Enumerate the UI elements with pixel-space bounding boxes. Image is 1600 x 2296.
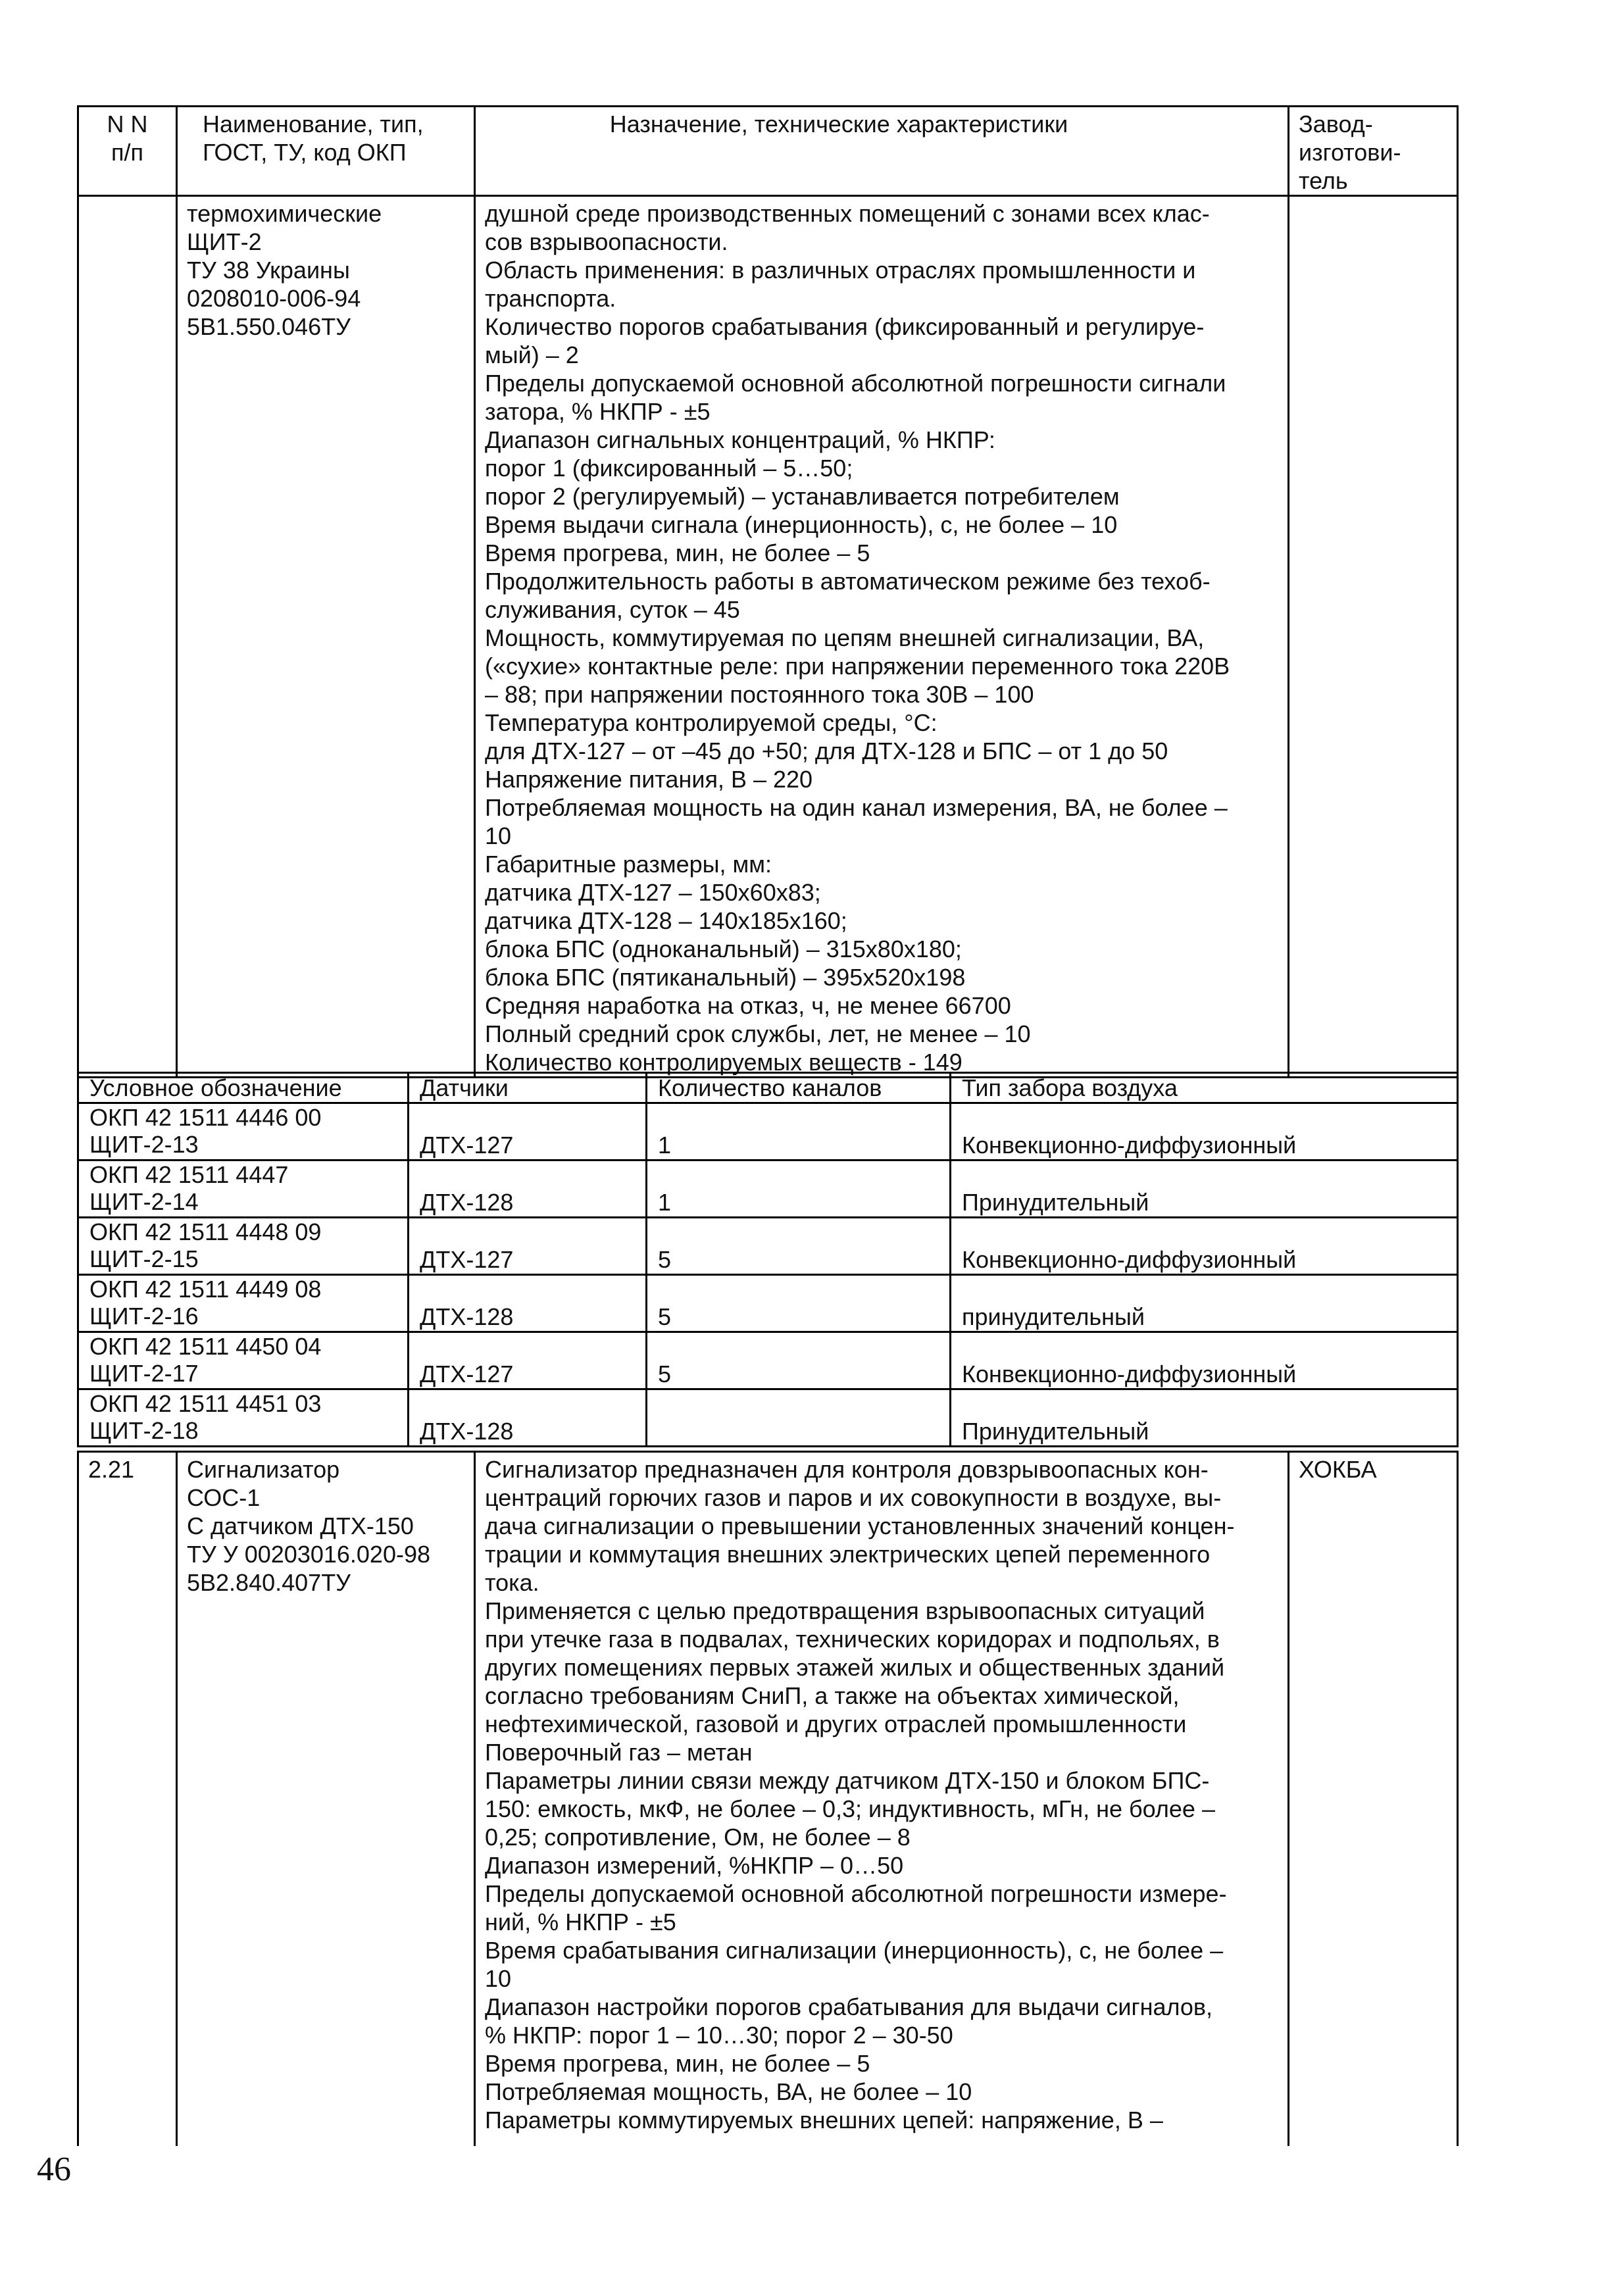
description-line: Потребляемая мощность на один канал измерения, ВА, не более – xyxy=(485,794,1228,821)
description-line: Продолжительность работы в автоматическом режиме без техоб- xyxy=(485,568,1211,595)
description-line: 10 xyxy=(485,822,512,849)
variant-sensor: ДТХ-127 xyxy=(409,1218,647,1275)
variant-model: ЩИТ-2-17 xyxy=(89,1360,199,1387)
table-header-row xyxy=(78,107,1458,196)
variant-model: ЩИТ-2-14 xyxy=(89,1188,199,1215)
description-line: Мощность, коммутируемая по цепям внешней сигнализации, ВА, xyxy=(485,624,1205,651)
description-line: Время выдачи сигнала (инерционность), с, не более – 10 xyxy=(485,511,1118,538)
description-line: блока БПС (одноканальный) – 315х80х180; xyxy=(485,936,962,962)
variant-designation xyxy=(78,1275,409,1332)
description-line: нефтехимической, газовой и других отраслей промышленности xyxy=(485,1710,1187,1737)
description-line: Параметры линии связи между датчиком ДТХ-150 и блоком БПС- xyxy=(485,1767,1210,1794)
variant-designation xyxy=(78,1160,409,1218)
name-line: ЩИТ-2 xyxy=(187,228,262,255)
description-line: Сигнализатор предназначен для контроля довзрывоопасных кон- xyxy=(485,1456,1209,1483)
description-line: Диапазон сигнальных концентраций, % НКПР: xyxy=(485,426,995,453)
variant-channels: 1 xyxy=(647,1160,951,1218)
variant-intake: Конвекционно-диффузионный xyxy=(951,1218,1458,1275)
description-line: – 88; при напряжении постоянного тока 30В – 100 xyxy=(485,681,1034,708)
description-line: Напряжение питания, В – 220 xyxy=(485,766,813,793)
description-line: центраций горючих газов и паров и их совокупности в воздухе, вы- xyxy=(485,1484,1222,1511)
variant-designation xyxy=(78,1389,409,1447)
entry-221-row xyxy=(78,1452,1458,2147)
variant-okp: ОКП 42 1511 4451 03 xyxy=(89,1390,322,1417)
description-line: других помещениях первых этажей жилых и общественных зданий xyxy=(485,1654,1225,1681)
variant-row xyxy=(78,1160,1458,1218)
variant-model: ЩИТ-2-13 xyxy=(89,1131,199,1158)
variant-channels: 5 xyxy=(647,1332,951,1389)
variant-sensor: ДТХ-127 xyxy=(409,1332,647,1389)
description-line: датчика ДТХ-127 – 150х60х83; xyxy=(485,879,821,906)
description-line: затора, % НКПР - ±5 xyxy=(485,398,711,425)
name-line: 5В2.840.407ТУ xyxy=(187,1569,351,1596)
entry-221-description xyxy=(475,1452,1289,2147)
description-line: Диапазон настройки порогов срабатывания для выдачи сигналов, xyxy=(485,1993,1213,2020)
header-number: N N п/п xyxy=(78,107,177,196)
description-line: сов взрывоопасности. xyxy=(485,228,728,255)
description-line: ний, % НКПР - ±5 xyxy=(485,1909,676,1935)
description-line: 150: емкость, мкФ, не более – 0,3; индуктивность, мГн, не более – xyxy=(485,1795,1215,1822)
variant-row xyxy=(78,1332,1458,1389)
page-number: 46 xyxy=(37,2151,71,2188)
spec-table-top xyxy=(77,105,1459,1078)
name-line: С датчиком ДТХ-150 xyxy=(187,1512,414,1539)
variants-header-intake: Тип забора воздуха xyxy=(951,1073,1458,1103)
description-line: при утечке газа в подвалах, технических коридорах и подпольях, в xyxy=(485,1626,1220,1653)
variant-sensor: ДТХ-128 xyxy=(409,1160,647,1218)
variant-channels: 5 xyxy=(647,1275,951,1332)
variant-model: ЩИТ-2-16 xyxy=(89,1303,199,1330)
variant-okp: ОКП 42 1511 4450 04 xyxy=(89,1333,322,1360)
description-line: Поверочный газ – метан xyxy=(485,1739,753,1766)
variant-row xyxy=(78,1275,1458,1332)
header-manufacturer: Завод- изготови- тель xyxy=(1289,107,1458,196)
variant-designation xyxy=(78,1332,409,1389)
name-line: 0208010-006-94 xyxy=(187,285,361,312)
description-line: трации и коммутация внешних электрических цепей переменного xyxy=(485,1541,1211,1568)
description-line: («сухие» контактные реле: при напряжении переменного тока 220В xyxy=(485,653,1230,680)
variant-okp: ОКП 42 1511 4448 09 xyxy=(89,1218,322,1245)
description-line: Диапазон измерений, %НКПР – 0…50 xyxy=(485,1852,904,1879)
spec-table-bottom xyxy=(77,1451,1459,2146)
variant-channels: 5 xyxy=(647,1218,951,1275)
entry-221-name xyxy=(177,1452,475,2147)
description-line: Количество контролируемых веществ - 149 xyxy=(485,1049,963,1076)
description-line: Количество порогов срабатывания (фиксированный и регулируе- xyxy=(485,313,1205,340)
description-line: % НКПР: порог 1 – 10…30; порог 2 – 30-50 xyxy=(485,2022,953,2049)
description-line: Потребляемая мощность, ВА, не более – 10 xyxy=(485,2078,972,2105)
variant-okp: ОКП 42 1511 4446 00 xyxy=(89,1104,322,1131)
description-line: Средняя наработка на отказ, ч, не менее 66700 xyxy=(485,992,1011,1019)
description-line: транспорта. xyxy=(485,285,616,312)
variant-intake: Конвекционно-диффузионный xyxy=(951,1332,1458,1389)
variant-row xyxy=(78,1103,1458,1160)
variant-designation xyxy=(78,1218,409,1275)
description-line: согласно требованиям СниП, а также на объектах химической, xyxy=(485,1682,1180,1709)
description-line: 10 xyxy=(485,1965,512,1992)
variants-header-row xyxy=(78,1073,1458,1103)
description-line: датчика ДТХ-128 – 140х185х160; xyxy=(485,907,847,934)
variant-sensor: ДТХ-128 xyxy=(409,1389,647,1447)
description-line: Полный средний срок службы, лет, не менее – 10 xyxy=(485,1020,1031,1047)
variant-model: ЩИТ-2-18 xyxy=(89,1417,199,1444)
description-line: Пределы допускаемой основной абсолютной погрешности сигнали xyxy=(485,370,1226,397)
name-line: термохимические xyxy=(187,200,382,227)
name-line: Сигнализатор xyxy=(187,1456,340,1483)
variant-intake: Принудительный xyxy=(951,1389,1458,1447)
entry-221-manufacturer: ХОКБА xyxy=(1289,1452,1458,2147)
variant-intake: Принудительный xyxy=(951,1160,1458,1218)
description-line: Время прогрева, мин, не более – 5 xyxy=(485,539,870,566)
variant-intake: принудительный xyxy=(951,1275,1458,1332)
description-line: Параметры коммутируемых внешних цепей: напряжение, В – xyxy=(485,2107,1163,2134)
description-line: порог 1 (фиксированный – 5…50; xyxy=(485,455,853,482)
variant-intake: Конвекционно-диффузионный xyxy=(951,1103,1458,1160)
name-line: 5В1.550.046ТУ xyxy=(187,313,351,340)
variants-header-sensors: Датчики xyxy=(409,1073,647,1103)
description-line: Время срабатывания сигнализации (инерционность), с, не более – xyxy=(485,1937,1224,1964)
description-line: 0,25; сопротивление, Ом, не более – 8 xyxy=(485,1824,911,1851)
description-line: блока БПС (пятиканальный) – 395х520х198 xyxy=(485,964,966,991)
variant-model: ЩИТ-2-15 xyxy=(89,1245,199,1272)
variant-designation xyxy=(78,1103,409,1160)
variant-okp: ОКП 42 1511 4449 08 xyxy=(89,1276,322,1303)
variant-row xyxy=(78,1389,1458,1447)
variants-table xyxy=(77,1072,1459,1447)
variant-sensor: ДТХ-127 xyxy=(409,1103,647,1160)
description-line: душной среде производственных помещений с зонами всех клас- xyxy=(485,200,1210,227)
variant-row xyxy=(78,1218,1458,1275)
description-line: Габаритные размеры, мм: xyxy=(485,851,772,878)
variant-channels: 1 xyxy=(647,1103,951,1160)
description-line: тока. xyxy=(485,1569,539,1596)
description-line: для ДТХ-127 – от –45 до +50; для ДТХ-128 и БПС – от 1 до 50 xyxy=(485,737,1168,764)
entry-shit2-row xyxy=(78,196,1458,1078)
description-line: Применяется с целью предотвращения взрывоопасных ситуаций xyxy=(485,1597,1205,1624)
description-line: Область применения: в различных отраслях промышленности и xyxy=(485,257,1196,284)
entry-shit2-number xyxy=(78,196,177,1078)
header-description: Назначение, технические характеристики xyxy=(475,107,1289,196)
description-line: дача сигнализации о превышении установленных значений концен- xyxy=(485,1512,1235,1539)
description-line: мый) – 2 xyxy=(485,341,579,368)
description-line: Пределы допускаемой основной абсолютной погрешности измере- xyxy=(485,1880,1227,1907)
entry-shit2-name xyxy=(177,196,475,1078)
variant-sensor: ДТХ-128 xyxy=(409,1275,647,1332)
variant-channels xyxy=(647,1389,951,1447)
description-line: служивания, суток – 45 xyxy=(485,596,740,623)
header-name: Наименование, тип, ГОСТ, ТУ, код ОКП xyxy=(177,107,475,196)
description-line: порог 2 (регулируемый) – устанавливается потребителем xyxy=(485,483,1120,510)
variant-okp: ОКП 42 1511 4447 xyxy=(89,1161,289,1188)
entry-shit2-description xyxy=(475,196,1289,1078)
entry-shit2-manufacturer xyxy=(1289,196,1458,1078)
name-line: СОС-1 xyxy=(187,1484,261,1511)
name-line: ТУ 38 Украины xyxy=(187,257,350,284)
description-line: Температура контролируемой среды, °С: xyxy=(485,709,938,736)
description-line: Время прогрева, мин, не более – 5 xyxy=(485,2050,870,2077)
variants-header-channels: Количество каналов xyxy=(647,1073,951,1103)
name-line: ТУ У 00203016.020-98 xyxy=(187,1541,431,1568)
entry-221-number: 2.21 xyxy=(78,1452,177,2147)
variants-header-designation: Условное обозначение xyxy=(78,1073,409,1103)
